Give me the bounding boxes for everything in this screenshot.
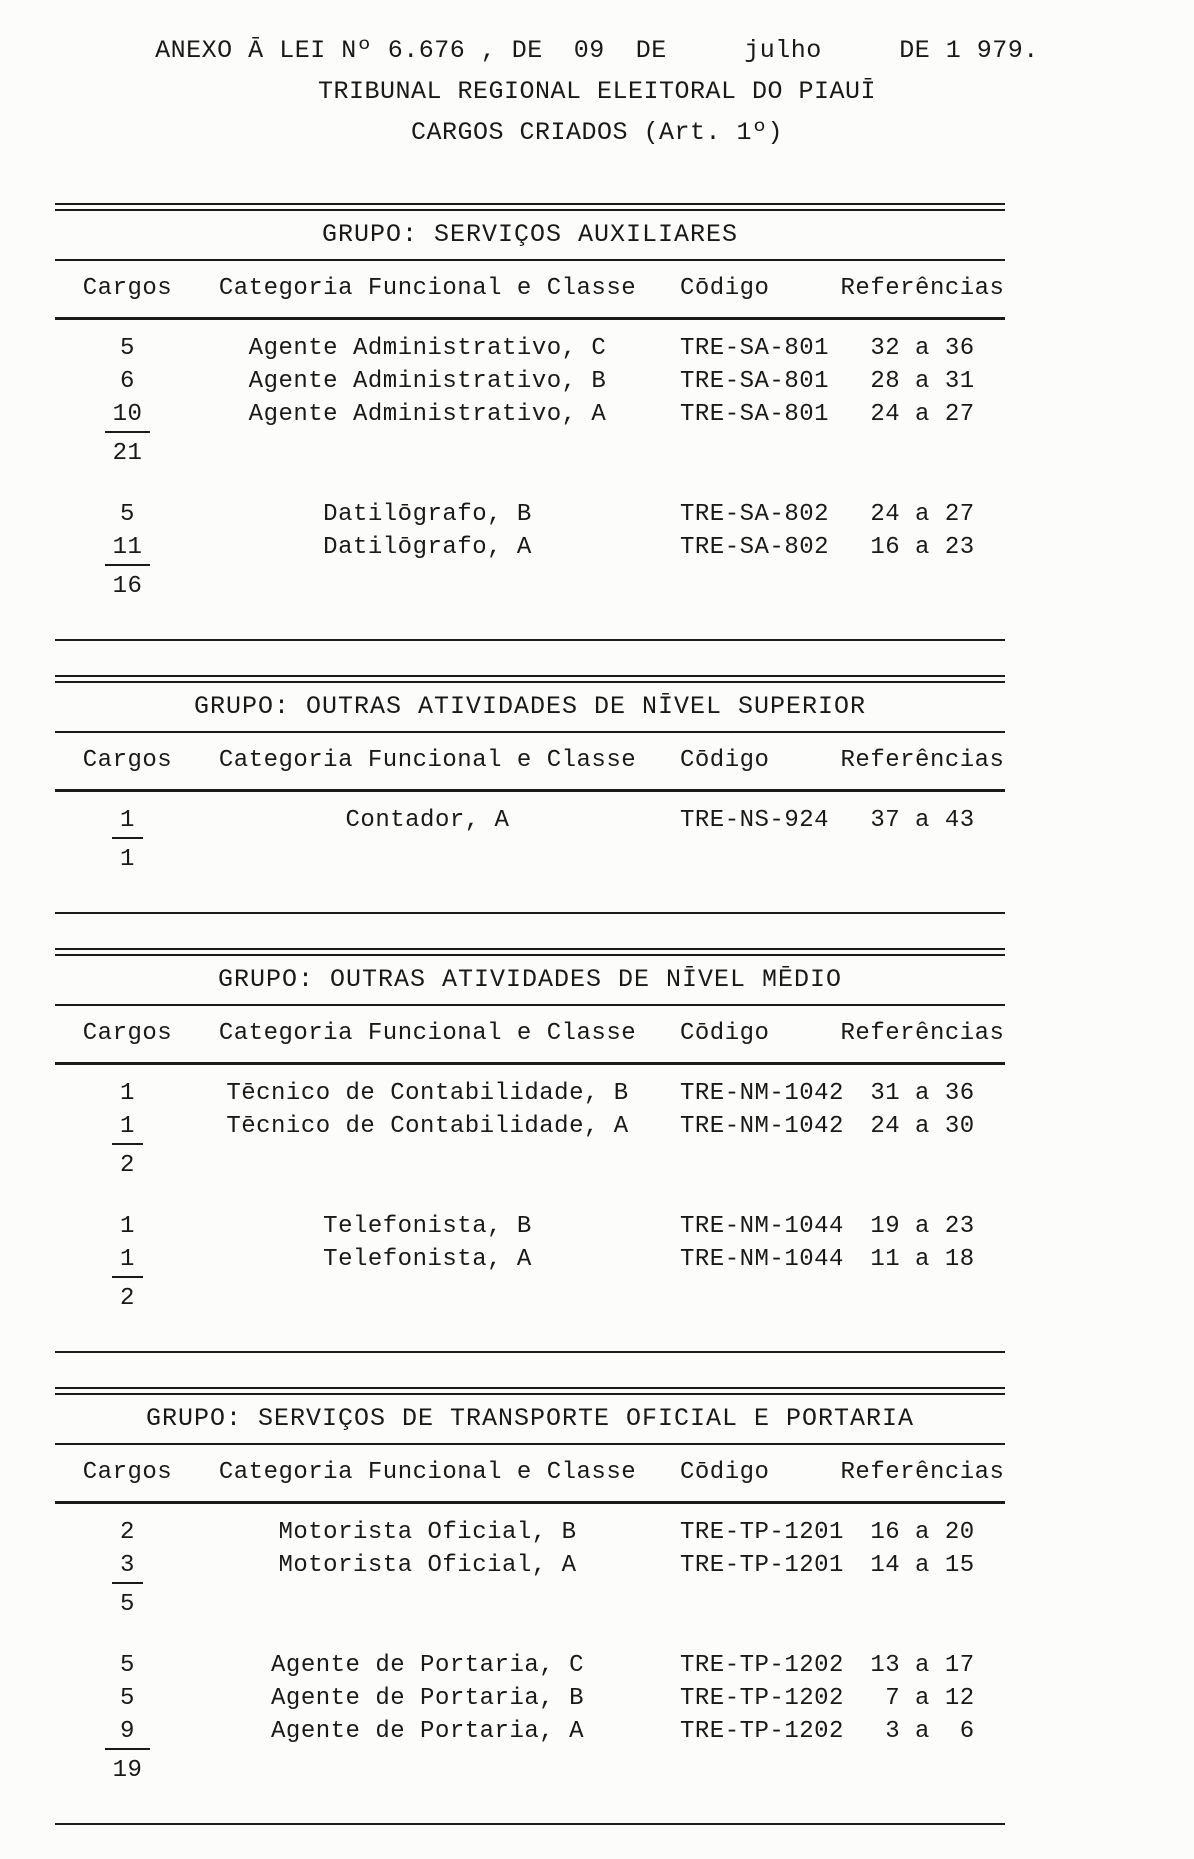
total-value: 5 [112, 1582, 143, 1623]
categoria-cell: Telefonista, B [323, 1213, 532, 1240]
group-title: GRUPO: OUTRAS ATIVIDADES DE NĪVEL MĒDIO [217, 965, 843, 994]
column-header-referencias: Referências [840, 275, 1005, 302]
total-row [55, 1582, 1005, 1623]
total-cell [55, 1582, 200, 1623]
codigo-cell: TRE-SA-802 [680, 534, 830, 561]
categoria-cell: Agente de Portaria, C [271, 1652, 584, 1679]
total-row [55, 564, 1005, 605]
codigo-cell: TRE-TP-1201 [680, 1519, 844, 1546]
codigo-cell: TRE-NM-1044 [680, 1246, 844, 1273]
group-title: GRUPO: SERVIÇOS AUXILIARES [321, 220, 739, 249]
table-bottom-rule [55, 1351, 1005, 1353]
total-value: 19 [105, 1748, 151, 1789]
cargos-cell: 10 [112, 401, 143, 428]
referencias-cell: 3 a 6 [870, 1718, 975, 1745]
table-row [55, 365, 1005, 398]
total-row [55, 837, 1005, 878]
total-value: 21 [105, 431, 151, 472]
categoria-cell: Agente Administrativo, A [248, 401, 607, 428]
cargos-cell: 5 [120, 1652, 135, 1679]
column-header-categoria: Categoria Funcional e Classe [218, 1020, 637, 1047]
cargos-cell: 5 [120, 501, 135, 528]
column-headers-row [55, 733, 1005, 789]
table-bottom-rule [55, 1823, 1005, 1825]
total-cell [55, 564, 200, 605]
referencias-cell: 16 a 20 [870, 1519, 975, 1546]
header-line-law: ANEXO Ā LEI Nº 6.676 , DE 09 DE julho DE 1 979. [155, 36, 1039, 65]
total-cell [55, 431, 200, 472]
section-gap [55, 1623, 1005, 1649]
table-top-double-rule [55, 203, 1005, 211]
column-header-codigo: Cōdigo [680, 747, 770, 774]
cargos-cell: 9 [120, 1718, 135, 1745]
referencias-cell: 14 a 15 [870, 1552, 975, 1579]
table-body [55, 1065, 1005, 1351]
total-cell [55, 837, 200, 878]
group-table-4 [55, 1387, 1005, 1825]
column-header-cargos: Cargos [82, 747, 173, 774]
total-value: 2 [112, 1143, 143, 1184]
cargos-cell: 1 [120, 807, 135, 834]
referencias-cell: 24 a 27 [870, 401, 975, 428]
cargos-cell: 1 [120, 1213, 135, 1240]
table-row [55, 1649, 1005, 1682]
table-row [55, 1110, 1005, 1143]
section-gap [55, 472, 1005, 498]
categoria-cell: Motorista Oficial, B [278, 1519, 577, 1546]
categoria-cell: Tēcnico de Contabilidade, B [226, 1080, 629, 1107]
table-top-double-rule [55, 948, 1005, 956]
categoria-cell: Telefonista, A [323, 1246, 532, 1273]
total-row [55, 1748, 1005, 1789]
column-header-codigo: Cōdigo [680, 1020, 770, 1047]
referencias-cell: 24 a 30 [870, 1113, 975, 1140]
referencias-cell: 28 a 31 [870, 368, 975, 395]
codigo-cell: TRE-SA-802 [680, 501, 830, 528]
referencias-cell: 13 a 17 [870, 1652, 975, 1679]
referencias-cell: 16 a 23 [870, 534, 975, 561]
column-header-referencias: Referências [840, 1459, 1005, 1486]
referencias-cell: 7 a 12 [870, 1685, 975, 1712]
total-row [55, 1143, 1005, 1184]
cargos-cell: 6 [120, 368, 135, 395]
table-row [55, 398, 1005, 431]
cargos-cell: 2 [120, 1519, 135, 1546]
column-header-referencias: Referências [840, 1020, 1005, 1047]
categoria-cell: Datilōgrafo, A [323, 534, 532, 561]
column-header-codigo: Cōdigo [680, 275, 770, 302]
column-header-cargos: Cargos [82, 1459, 173, 1486]
cargos-cell: 1 [120, 1246, 135, 1273]
codigo-cell: TRE-NS-924 [680, 807, 830, 834]
column-header-referencias: Referências [840, 747, 1005, 774]
table-body [55, 792, 1005, 912]
group-table-3 [55, 948, 1005, 1353]
table-body [55, 320, 1005, 639]
table-row [55, 531, 1005, 564]
table-body [55, 1504, 1005, 1823]
table-row [55, 804, 1005, 837]
column-header-codigo: Cōdigo [680, 1459, 770, 1486]
total-value: 1 [112, 837, 143, 878]
codigo-cell: TRE-TP-1201 [680, 1552, 844, 1579]
tables-container [55, 203, 1005, 1825]
cargos-cell: 1 [120, 1113, 135, 1140]
table-bottom-rule [55, 912, 1005, 914]
referencias-cell: 19 a 23 [870, 1213, 975, 1240]
column-headers-row [55, 261, 1005, 317]
table-row [55, 498, 1005, 531]
codigo-cell: TRE-TP-1202 [680, 1685, 844, 1712]
cargos-cell: 11 [112, 534, 143, 561]
total-row [55, 431, 1005, 472]
codigo-cell: TRE-SA-801 [680, 368, 830, 395]
table-row [55, 1715, 1005, 1748]
codigo-cell: TRE-TP-1202 [680, 1652, 844, 1679]
header-line-tribunal: TRIBUNAL REGIONAL ELEITORAL DO PIAUĪ [317, 77, 877, 106]
categoria-cell: Agente de Portaria, B [271, 1685, 584, 1712]
total-row [55, 1276, 1005, 1317]
column-header-cargos: Cargos [82, 275, 173, 302]
table-row [55, 1682, 1005, 1715]
codigo-cell: TRE-SA-801 [680, 401, 830, 428]
table-row [55, 1516, 1005, 1549]
codigo-cell: TRE-NM-1044 [680, 1213, 844, 1240]
total-value: 16 [105, 564, 151, 605]
referencias-cell: 37 a 43 [870, 807, 975, 834]
referencias-cell: 11 a 18 [870, 1246, 975, 1273]
total-cell [55, 1143, 200, 1184]
table-top-double-rule [55, 675, 1005, 683]
table-row [55, 1077, 1005, 1110]
column-header-categoria: Categoria Funcional e Classe [218, 275, 637, 302]
total-value: 2 [112, 1276, 143, 1317]
categoria-cell: Agente Administrativo, C [248, 335, 607, 362]
cargos-cell: 5 [120, 335, 135, 362]
group-table-1 [55, 203, 1005, 641]
categoria-cell: Motorista Oficial, A [278, 1552, 577, 1579]
total-cell [55, 1276, 200, 1317]
categoria-cell: Agente de Portaria, A [271, 1718, 584, 1745]
column-headers-row [55, 1445, 1005, 1501]
document-header [0, 0, 1194, 153]
codigo-cell: TRE-NM-1042 [680, 1080, 844, 1107]
referencias-cell: 31 a 36 [870, 1080, 975, 1107]
categoria-cell: Tēcnico de Contabilidade, A [226, 1113, 629, 1140]
codigo-cell: TRE-TP-1202 [680, 1718, 844, 1745]
group-title: GRUPO: SERVIÇOS DE TRANSPORTE OFICIAL E PORTARIA [145, 1404, 915, 1433]
referencias-cell: 32 a 36 [870, 335, 975, 362]
group-title: GRUPO: OUTRAS ATIVIDADES DE NĪVEL SUPERIOR [193, 692, 867, 721]
codigo-cell: TRE-NM-1042 [680, 1113, 844, 1140]
total-cell [55, 1748, 200, 1789]
header-line-cargos-criados: CARGOS CRIADOS (Art. 1º) [410, 118, 784, 147]
group-table-2 [55, 675, 1005, 914]
table-top-double-rule [55, 1387, 1005, 1395]
column-header-categoria: Categoria Funcional e Classe [218, 747, 637, 774]
table-row [55, 1549, 1005, 1582]
table-row [55, 1243, 1005, 1276]
cargos-cell: 1 [120, 1080, 135, 1107]
categoria-cell: Agente Administrativo, B [248, 368, 607, 395]
categoria-cell: Contador, A [345, 807, 510, 834]
column-header-cargos: Cargos [82, 1020, 173, 1047]
codigo-cell: TRE-SA-801 [680, 335, 830, 362]
categoria-cell: Datilōgrafo, B [323, 501, 532, 528]
section-gap [55, 1184, 1005, 1210]
table-row [55, 1210, 1005, 1243]
cargos-cell: 5 [120, 1685, 135, 1712]
cargos-cell: 3 [120, 1552, 135, 1579]
table-row [55, 332, 1005, 365]
column-header-categoria: Categoria Funcional e Classe [218, 1459, 637, 1486]
table-bottom-rule [55, 639, 1005, 641]
column-headers-row [55, 1006, 1005, 1062]
referencias-cell: 24 a 27 [870, 501, 975, 528]
